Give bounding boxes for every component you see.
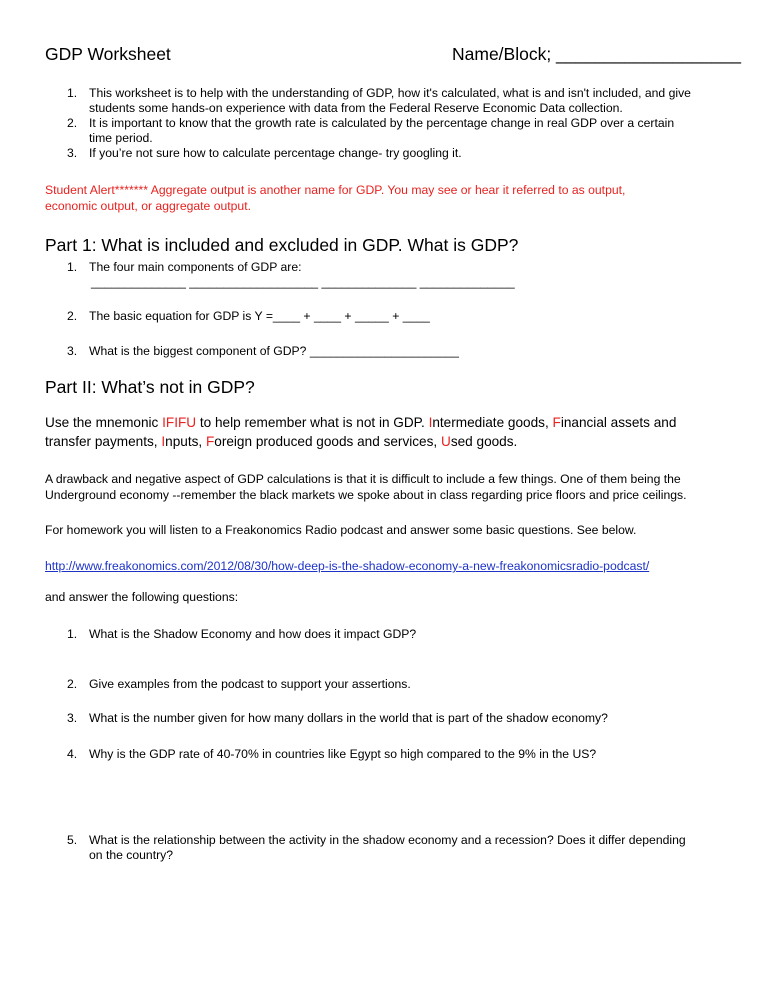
components-blanks: ______________ ___________________ ______________ ______________ xyxy=(91,275,515,289)
podcast-link-row xyxy=(45,557,728,575)
name-block-field: Name/Block; ___________________ xyxy=(452,44,741,64)
podcast-question: 1. What is the Shadow Economy and how does it impact GDP? xyxy=(67,627,417,641)
answer-intro: and answer the following questions: xyxy=(45,590,239,604)
podcast-question: 3. What is the number given for how many dollars in the world that is part of the shadow economy? xyxy=(67,711,608,725)
podcast-question: 2. Give examples from the podcast to support your assertions. xyxy=(67,677,411,691)
ififu-mnemonic: Use the mnemonic IFIFU to help remember what is not in GDP. Intermediate goods, Financial assets and transfer payments, Inputs, Foreign produced goods and services, Used goods. xyxy=(45,415,677,449)
page-header xyxy=(45,44,741,68)
intro-list xyxy=(67,86,728,161)
podcast-question: 4. Why is the GDP rate of 40-70% in countries like Egypt so high compared to the 9% in the US? xyxy=(67,747,597,761)
drawback-paragraph: A drawback and negative aspect of GDP calculations is that it is difficult to include a few things. One of them being the Underground economy --remember the black markets we spoke about in class regarding price floors and price ceilings. xyxy=(45,472,687,502)
part1-heading: Part 1: What is included and excluded in GDP. What is GDP? xyxy=(45,235,519,255)
part1-q3: 3. What is the biggest component of GDP? ______________________ xyxy=(67,344,459,358)
podcast-link[interactable]: http://www.freakonomics.com/2012/08/30/how-deep-is-the-shadow-economy-a-new-freakonomicsradio-podcast/ xyxy=(45,559,650,573)
intro-item: 3. If you’re not sure how to calculate percentage change- try googling it. xyxy=(67,146,462,160)
homework-text: For homework you will listen to a Freakonomics Radio podcast and answer some basic questions. See below. xyxy=(45,523,637,537)
part2-heading: Part II: What’s not in GDP? xyxy=(45,377,255,397)
part1-q1: 1. The four main components of GDP are: ______________ ___________________ ______________ ______________ xyxy=(67,260,728,290)
intro-item: 2. It is important to know that the growth rate is calculated by the percentage change in real GDP over a certain time period. xyxy=(67,116,675,145)
student-alert: Student Alert******* Aggregate output is another name for GDP. You may see or hear it referred to as output, economic output, or aggregate output. xyxy=(45,183,626,213)
worksheet-title: GDP Worksheet xyxy=(45,44,171,64)
part1-q2: 2. The basic equation for GDP is Y =____ + ____ + _____ + ____ xyxy=(67,309,430,323)
intro-item: 1. This worksheet is to help with the understanding of GDP, how it's calculated, what is and isn't included, and give students some hands-on experience with data from the Federal Reserve Economic Data collection. xyxy=(67,86,691,115)
podcast-question: 5. What is the relationship between the activity in the shadow economy and a recession? Does it differ depending on the country? xyxy=(67,833,686,862)
